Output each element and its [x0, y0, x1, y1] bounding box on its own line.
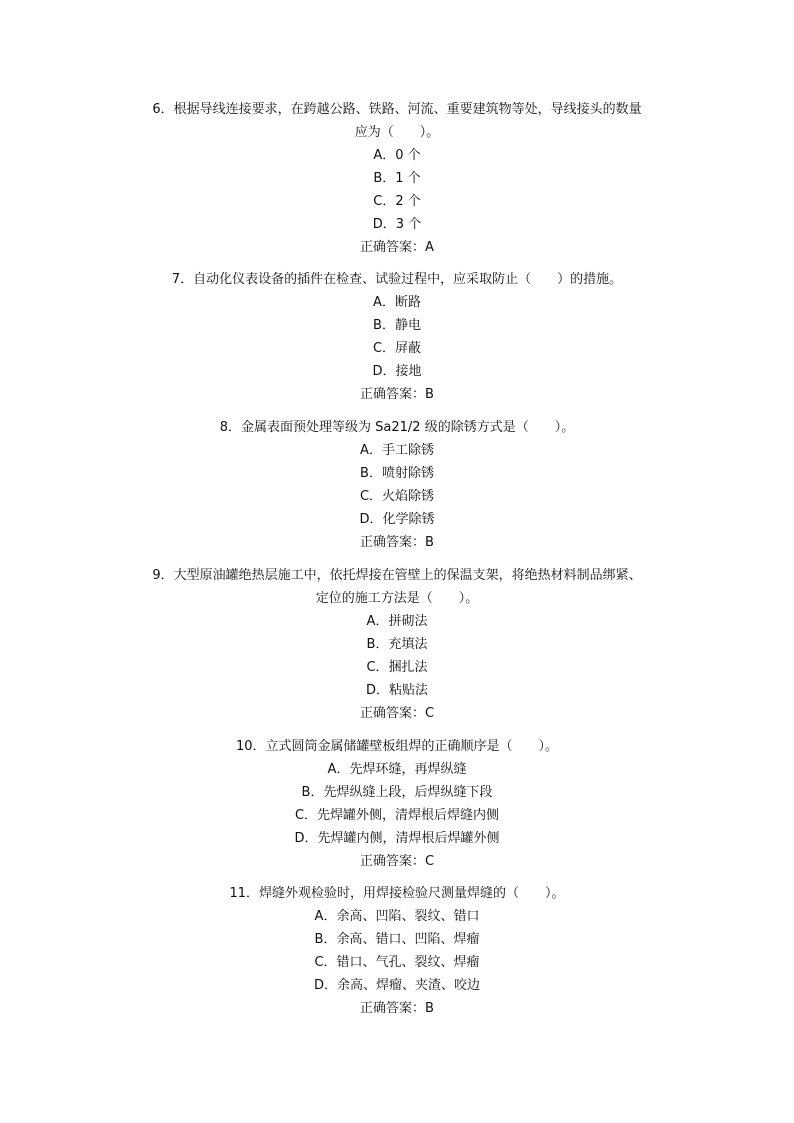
correct-answer: [0, 236, 794, 259]
correct-answer: [0, 997, 794, 1020]
option-b: B．喷射除锈: [360, 466, 434, 481]
answer-value: C: [424, 854, 435, 869]
question-stem: 10．立式圆筒金属储罐壁板组焊的正确顺序是（ ）。: [235, 739, 559, 754]
question-stem: 6．根据导线连接要求，在跨越公路、铁路、河流、重要建筑物等处，导线接头的数量: [152, 102, 642, 117]
correct-answer: [0, 531, 794, 554]
answer-value: B: [425, 535, 434, 550]
question-stem: 9．大型原油罐绝热层施工中，依托焊接在管壁上的保温支架，将绝热材料制品绑紧、: [152, 568, 642, 583]
question-stem-continued: 定位的施工方法是（ ）。: [315, 591, 479, 606]
option-d: D．先焊罐内侧，清焊根后焊罐外侧: [294, 831, 500, 846]
answer-label: 正确答案：: [360, 387, 426, 402]
answer-value: B: [425, 1001, 434, 1016]
option-d: D．3 个: [372, 217, 422, 232]
question-8: [0, 416, 794, 554]
option-d: D．接地: [372, 364, 422, 379]
option-a: A．余高、凹陷、裂纹、错口: [314, 909, 480, 924]
option-c: C．火焰除锈: [359, 489, 435, 504]
answer-label: 正确答案：: [360, 240, 426, 255]
answer-label: 正确答案：: [359, 854, 425, 869]
option-c: C．2 个: [373, 194, 421, 209]
option-c: C．先焊罐外侧，清焊根后焊缝内侧: [294, 808, 500, 823]
answer-label: 正确答案：: [359, 706, 425, 721]
question-stem-continued: 应为（ ）。: [354, 125, 440, 140]
option-b: B．先焊纵缝上段，后焊纵缝下段: [301, 785, 493, 800]
question-11: [0, 882, 794, 1020]
option-a: A．手工除锈: [360, 443, 434, 458]
option-b: B．1 个: [373, 171, 421, 186]
option-c: C．错口、气孔、裂纹、焊瘤: [314, 955, 480, 970]
option-c: C．捆扎法: [366, 660, 428, 675]
question-6: [0, 98, 794, 259]
option-b: B．充填法: [366, 637, 428, 652]
answer-label: 正确答案：: [360, 535, 426, 550]
option-d: D．粘贴法: [365, 683, 428, 698]
question-stem: 8．金属表面预处理等级为 Sa21/2 级的除锈方式是（ ）。: [219, 420, 575, 435]
option-a: A．0 个: [373, 148, 421, 163]
question-9: [0, 564, 794, 725]
correct-answer: [0, 383, 794, 406]
answer-value: C: [424, 706, 435, 721]
answer-value: A: [425, 240, 434, 255]
correct-answer: [0, 702, 794, 725]
answer-label: 正确答案：: [360, 1001, 426, 1016]
option-a: A．断路: [373, 295, 421, 310]
option-d: D．化学除锈: [359, 512, 435, 527]
question-stem: 7．自动化仪表设备的插件在检查、试验过程中，应采取防止（ ）的措施。: [171, 272, 623, 287]
option-b: B．静电: [373, 318, 421, 333]
correct-answer: [0, 850, 794, 873]
option-b: B．余高、错口、凹陷、焊瘤: [314, 932, 480, 947]
option-a: A．先焊环缝，再焊纵缝: [327, 762, 467, 777]
option-a: A．拼砌法: [366, 614, 428, 629]
question-stem: 11．焊缝外观检验时，用焊接检验尺测量焊缝的（ ）。: [229, 886, 565, 901]
option-c: C．屏蔽: [372, 341, 422, 356]
answer-value: B: [425, 387, 434, 402]
question-7: [0, 268, 794, 406]
question-10: [0, 735, 794, 873]
option-d: D．余高、焊瘤、夹渣、咬边: [313, 978, 480, 993]
